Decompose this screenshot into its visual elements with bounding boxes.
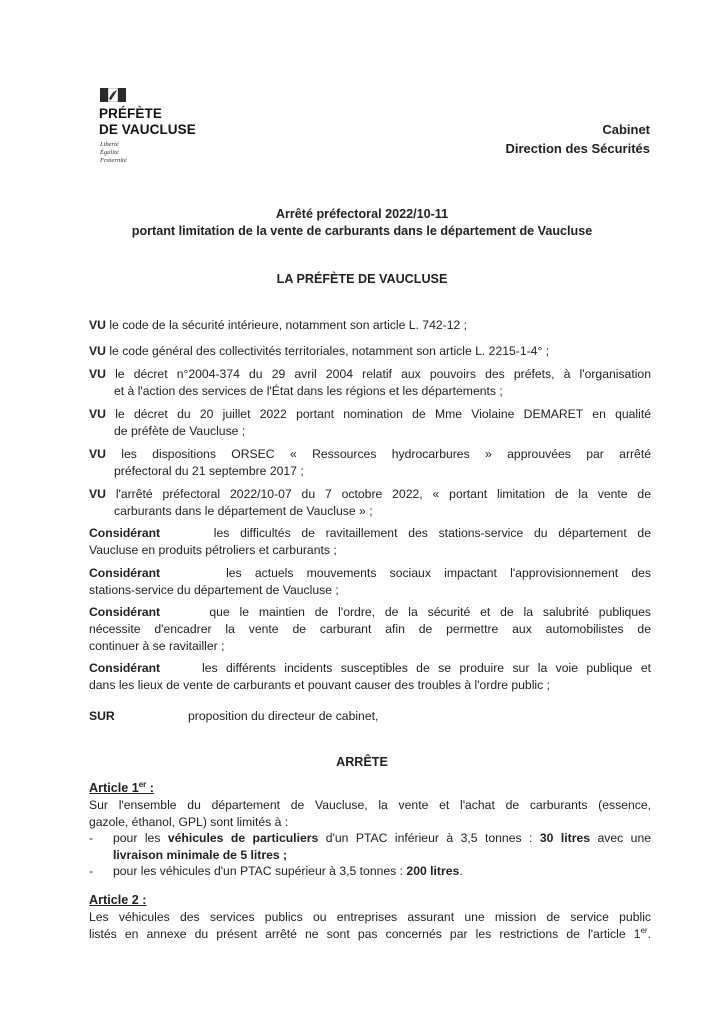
considerant-label: Considérant: [89, 566, 161, 580]
vu-text: l'arrêté préfectoral 2022/10-07 du 7 octobre 2022, « portant limitation de la vente de: [115, 487, 651, 501]
considerant-text: les actuels mouvements sociaux impactant l'approvisionnement des: [226, 566, 651, 580]
considerant-item: [89, 604, 651, 655]
vu-label: VU: [89, 344, 106, 358]
vu-label: VU: [89, 318, 106, 332]
marianne-logo-icon: [100, 88, 126, 102]
article-2-line: listés en annexe du présent arrêté ne sont pas concernés par les restrictions de l'article 1er.: [89, 925, 651, 941]
prefecture-name-line2: DE VAUCLUSE: [99, 122, 196, 137]
considerant-text-continuation: dans les lieux de vente de carburants et pouvant causer des troubles à l'ordre public ;: [89, 678, 550, 692]
motto-egalite: Égalité: [100, 149, 119, 156]
considerant-label: Considérant: [89, 605, 161, 619]
motto-liberte: Liberté: [100, 141, 119, 148]
considerant-item: [89, 565, 651, 599]
vu-item: [89, 446, 651, 480]
authority-heading: LA PRÉFÈTE DE VAUCLUSE: [276, 272, 448, 286]
office-name: Cabinet: [602, 122, 650, 137]
considerant-label: Considérant: [89, 526, 161, 540]
decree-title: Arrêté préfectoral 2022/10-11: [275, 207, 449, 221]
article-2-body: [89, 909, 651, 942]
vu-item: [89, 406, 651, 440]
vu-text: le code général des collectivités territoriales, notamment son article L. 2215-1-4° ;: [109, 344, 550, 358]
article-2-line: Les véhicules des services publics ou entreprises assurant une mission de service public: [89, 910, 651, 924]
decree-subtitle: portant limitation de la vente de carburants dans le département de Vaucluse: [131, 224, 593, 238]
vu-text-continuation: carburants dans le département de Vaucluse » ;: [114, 504, 373, 518]
article-1-title: Article 1er :: [89, 779, 154, 795]
vu-text-continuation: de préfète de Vaucluse ;: [114, 424, 246, 438]
considerant-text: les difficultés de ravitaillement des stations-service du département de: [213, 526, 651, 540]
considerant-label: Considérant: [89, 661, 161, 675]
article-1-body: [89, 797, 651, 880]
considerant-text-continuation: stations-service du département de Vaucluse ;: [89, 583, 339, 597]
article-1-intro-continuation: gazole, éthanol, GPL) sont limités à :: [89, 814, 289, 829]
motto-fraternite: Fraternité: [100, 157, 127, 164]
prefecture-name-line1: PRÉFÈTE: [99, 106, 162, 121]
vu-text: le décret n°2004-374 du 29 avril 2004 relatif aux pouvoirs des préfets, à l'organisation: [115, 367, 651, 381]
article-2-title: Article 2 :: [89, 893, 147, 907]
vu-text: les dispositions ORSEC « Ressources hydrocarbures » approuvées par arrêté: [121, 447, 652, 461]
vu-label: VU: [89, 487, 106, 501]
vu-label: VU: [89, 367, 106, 381]
sur-text: proposition du directeur de cabinet,: [188, 709, 379, 723]
vu-item: [89, 366, 651, 400]
decision-heading: ARRÊTE: [336, 755, 388, 769]
considerant-item: [89, 525, 651, 559]
vu-text-continuation: et à l'action des services de l'État dans les régions et les départements ;: [114, 384, 503, 398]
list-item: - pour les véhicules d'un PTAC supérieur à 3,5 tonnes : 200 litres.: [89, 864, 463, 878]
vu-label: VU: [89, 407, 106, 421]
considerant-text: les différents incidents susceptibles de se produire sur la voie publique et: [202, 661, 651, 675]
vu-label: VU: [89, 447, 106, 461]
direction-name: Direction des Sécurités: [505, 141, 650, 156]
vu-text: le code de la sécurité intérieure, notamment son article L. 742-12 ;: [109, 318, 468, 332]
considerant-item: [89, 660, 651, 694]
considerant-text-continuation: continuer à se ravitailler ;: [89, 639, 225, 653]
vu-item: [89, 486, 651, 520]
considerant-text-continuation: Vaucluse en produits pétroliers et carburants ;: [89, 543, 337, 557]
vu-text: le décret du 20 juillet 2022 portant nomination de Mme Violaine DEMARET en qualité: [115, 407, 652, 421]
vu-item: [89, 343, 651, 360]
list-item: - pour les véhicules de particuliers d'un PTAC inférieur à 3,5 tonnes : 30 litres avec une livraison minimale de 5 litres ;: [89, 831, 651, 862]
article-1-intro: Sur l'ensemble du département de Vaucluse, la vente et l'achat de carburants (essence,: [89, 798, 651, 812]
vu-text-continuation: préfectoral du 21 septembre 2017 ;: [114, 464, 304, 478]
considerant-text-continuation: nécessite d'encadrer la vente de carburant afin de permettre aux automobilistes de: [89, 622, 651, 636]
vu-item: [89, 317, 651, 334]
sur-label: SUR: [89, 709, 115, 723]
considerant-text: que le maintien de l'ordre, de la sécurité et de la salubrité publiques: [209, 605, 651, 619]
